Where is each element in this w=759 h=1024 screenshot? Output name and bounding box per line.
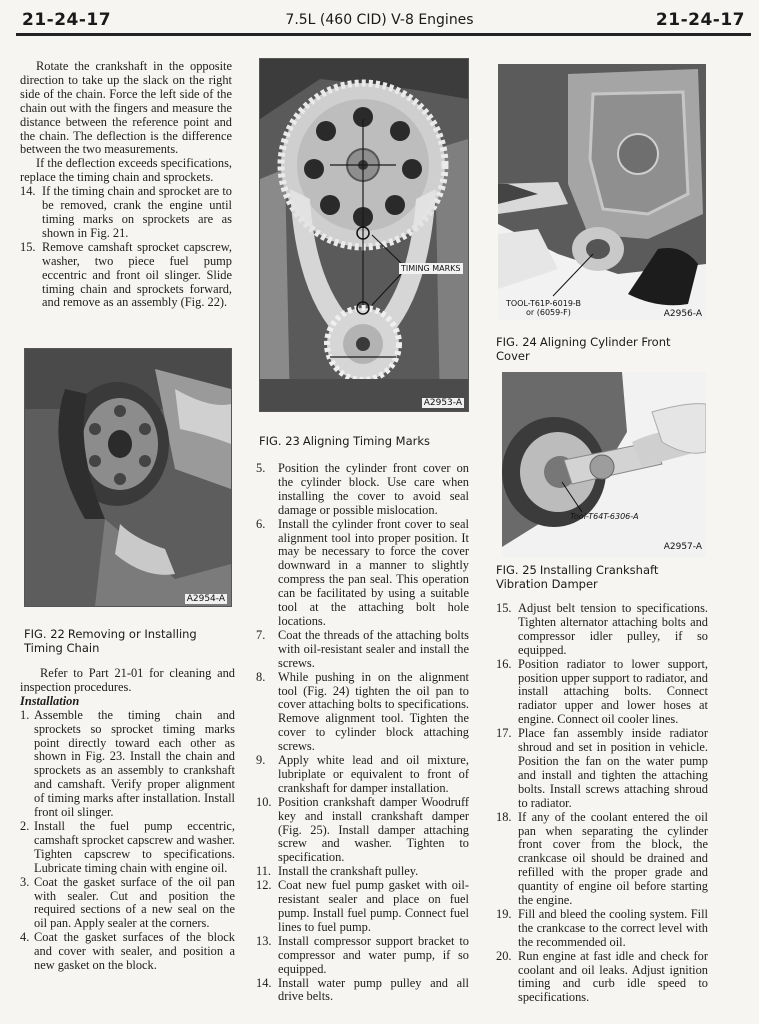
item-number: 19.	[496, 906, 512, 921]
page-number-left: 21-24-17	[22, 10, 112, 30]
list-item	[496, 602, 708, 658]
item-number: 2.	[20, 818, 30, 833]
list-item	[496, 658, 708, 728]
column-1-top	[20, 60, 232, 310]
header-rule	[16, 33, 751, 36]
item-text: Position radiator to lower support, position upper support to radiator, and install attaching bolts. Connect radiator upper and lower hoses at engine. Connect oil cooler lines.	[518, 656, 708, 727]
item-text: Install the cylinder front cover to seal alignment tool into proper position. It may be necessary to force the cover downward in a manner to slightly compress the pan seal. This operation can be facilitated by using a suitable tool at the attaching bolt hole locations.	[278, 516, 469, 628]
item-text: Remove camshaft sprocket capscrew, washer, two piece fuel pump eccentric and front oil slinger. Slide timing chain and sprockets forward, and remove as an assembly (Fig. 22).	[42, 239, 232, 310]
item-number: 13.	[256, 933, 272, 948]
item-text: Assemble the timing chain and sprockets so sprocket timing marks point directly toward each other as shown in Fig. 23. Install the chain and sprockets as an assembly to crankshaft and camshaft. Verify proper alignment of timing marks after installation. Install front oil slinger.	[34, 707, 235, 820]
item-text: Position the cylinder front cover on the cylinder block. Use care when installing the cover to avoid seal damage or possible mislocation.	[278, 461, 469, 517]
list-item	[256, 754, 469, 796]
list-item	[256, 629, 469, 671]
item-text: Install water pump pulley and all drive belts.	[278, 975, 469, 1004]
figure-25-photo	[502, 372, 706, 558]
figure-22-number: FIG. 22	[24, 627, 65, 641]
list-item	[496, 727, 708, 810]
figure-22-caption	[24, 627, 236, 655]
item-number: 15.	[496, 601, 512, 615]
figure-23-caption	[259, 434, 469, 448]
item-text: If any of the coolant entered the oil pan when separating the cylinder front cover from the block, the crankcase oil should be drained and refilled with the proper grade and quantity of engine oil before starting the engine.	[518, 809, 708, 908]
item-text: If the timing chain and sprocket are to be removed, crank the engine until timing marks on sprockets are as shown in Fig. 21.	[42, 184, 232, 240]
item-number: 18.	[496, 809, 512, 824]
figure-23-number: FIG. 23	[259, 434, 300, 448]
figure-24-photo	[498, 64, 706, 320]
item-text: Coat the threads of the attaching bolts with oil-resistant sealer and install the screws.	[278, 627, 469, 670]
column-3	[496, 602, 708, 1005]
figure-25-caption	[496, 563, 706, 591]
section-heading-installation: Installation	[20, 693, 80, 708]
item-text: Apply white lead and oil mixture, lubriplate or equivalent to front of crankshaft for damper installation.	[278, 753, 469, 795]
list-item	[496, 908, 708, 950]
list-item	[256, 977, 469, 1005]
figure-24-number: FIG. 24	[496, 335, 537, 349]
figure-22-photo	[24, 348, 232, 607]
item-text: Coat the gasket surfaces of the block and cover with sealer, and position a new gasket on the block.	[34, 930, 235, 973]
item-number: 17.	[496, 726, 512, 741]
item-number: 3.	[20, 874, 30, 889]
figure-25-number: FIG. 25	[496, 563, 537, 577]
item-text: Coat new fuel pump gasket with oil-resistant sealer and place on fuel pump. Install fuel pump. Connect fuel lines to fuel pump.	[278, 878, 469, 934]
list-item	[256, 462, 469, 518]
page-title: 7.5L (460 CID) V-8 Engines	[285, 12, 474, 28]
list-item	[20, 709, 235, 820]
item-number: 12.	[256, 878, 272, 893]
timing-marks-callout: TIMING MARKS	[401, 264, 461, 273]
figure-22-code: A2954-A	[186, 594, 225, 604]
figure-25-tool-label: Tool-T64T-6306-A	[570, 512, 639, 521]
figure-24-code: A2956-A	[663, 309, 702, 319]
item-number: 10.	[256, 794, 272, 809]
item-number: 16.	[496, 656, 512, 671]
figure-23-code: A2953-A	[423, 398, 462, 408]
item-text: Install compressor support bracket to compressor and water pump, if so equipped.	[278, 933, 469, 976]
list-item	[20, 241, 232, 311]
item-text: Fill and bleed the cooling system. Fill the crankcase to the correct level with the recommended oil.	[518, 906, 708, 949]
item-number: 11.	[256, 864, 272, 879]
list-item	[256, 865, 469, 879]
list-item	[20, 185, 232, 241]
list-item	[20, 931, 235, 973]
item-text: While pushing in on the alignment tool (Fig. 24) tighten the oil pan to cover attaching bolts to specifications. Remove alignment tool. Tighten the cover to cylinder block attaching screws.	[278, 669, 469, 754]
list-item	[256, 879, 469, 935]
item-text: Position crankshaft damper Woodruff key and install crankshaft damper (Fig. 25). Install damper attaching screw and washer. Tighten to specification.	[278, 794, 469, 865]
item-number: 20.	[496, 948, 512, 963]
figure-23-caption-text: Aligning Timing Marks	[302, 434, 431, 448]
column-1-bottom	[20, 667, 235, 973]
paragraph-deflection: If the deflection exceeds specifications, replace the timing chain and sprockets.	[20, 156, 232, 185]
item-text: Install the fuel pump eccentric, camshaft sprocket capscrew and washer. Tighten capscrew to specifications. Lubricate timing chain with engine oil.	[34, 818, 235, 875]
item-text: Adjust belt tension to specifications. Tighten alternator attaching bolts and compressor idler pulley, if so equipped.	[518, 601, 708, 657]
figure-22-caption-text: Removing or Installing Timing Chain	[24, 627, 197, 655]
figure-24-caption-text: Aligning Cylinder Front Cover	[496, 335, 671, 363]
list-item	[256, 796, 469, 866]
list-item	[20, 876, 235, 932]
item-number: 8.	[256, 669, 266, 684]
item-number: 14.	[20, 184, 36, 199]
tool-number: TOOL-T61P-6019-B	[506, 299, 581, 308]
item-number: 6.	[256, 516, 266, 531]
paragraph-rotate: Rotate the crankshaft in the opposite direction to take up the slack on the right side of the chain. Force the left side of the chain out with the fingers and measure the distance between the reference point and the chain. The deflection is the difference between the two measurements.	[20, 59, 232, 157]
item-number: 9.	[256, 753, 266, 768]
list-item	[256, 518, 469, 629]
list-item	[496, 950, 708, 1006]
figure-23-photo	[259, 58, 469, 412]
list-item	[256, 671, 469, 754]
list-item	[20, 820, 235, 876]
item-number: 14.	[256, 975, 272, 990]
figure-24-caption	[496, 335, 706, 363]
figure-24-tool-label	[504, 298, 583, 318]
item-text: Coat the gasket surface of the oil pan with sealer. Cut and position the required sections of a new seal on the oil pan. Apply sealer at the corners.	[34, 874, 235, 931]
item-number: 1.	[20, 707, 30, 722]
figure-25-code: A2957-A	[663, 542, 702, 552]
item-text: Install the crankshaft pulley.	[278, 864, 419, 879]
item-number: 7.	[256, 627, 266, 642]
list-item	[496, 811, 708, 908]
item-number: 4.	[20, 930, 30, 945]
item-text: Place fan assembly inside radiator shroud and set in position in vehicle. Position the fan on the water pump and install and tighten the attaching bolts. Install screws attaching shroud to radiator.	[518, 726, 708, 810]
item-text: Run engine at fast idle and check for coolant and oil leaks. Adjust ignition timing and curb idle speed to specifications.	[518, 948, 708, 1005]
column-2	[256, 462, 469, 1004]
list-item	[256, 935, 469, 977]
item-number: 15.	[20, 239, 36, 254]
paragraph-refer: Refer to Part 21-01 for cleaning and inspection procedures.	[20, 666, 235, 694]
figure-25-caption-text: Installing Crankshaft Vibration Damper	[496, 563, 659, 591]
item-number: 5.	[256, 461, 266, 475]
page-number-right: 21-24-17	[655, 10, 745, 30]
tool-number-alt: or (6059-F)	[526, 308, 571, 317]
